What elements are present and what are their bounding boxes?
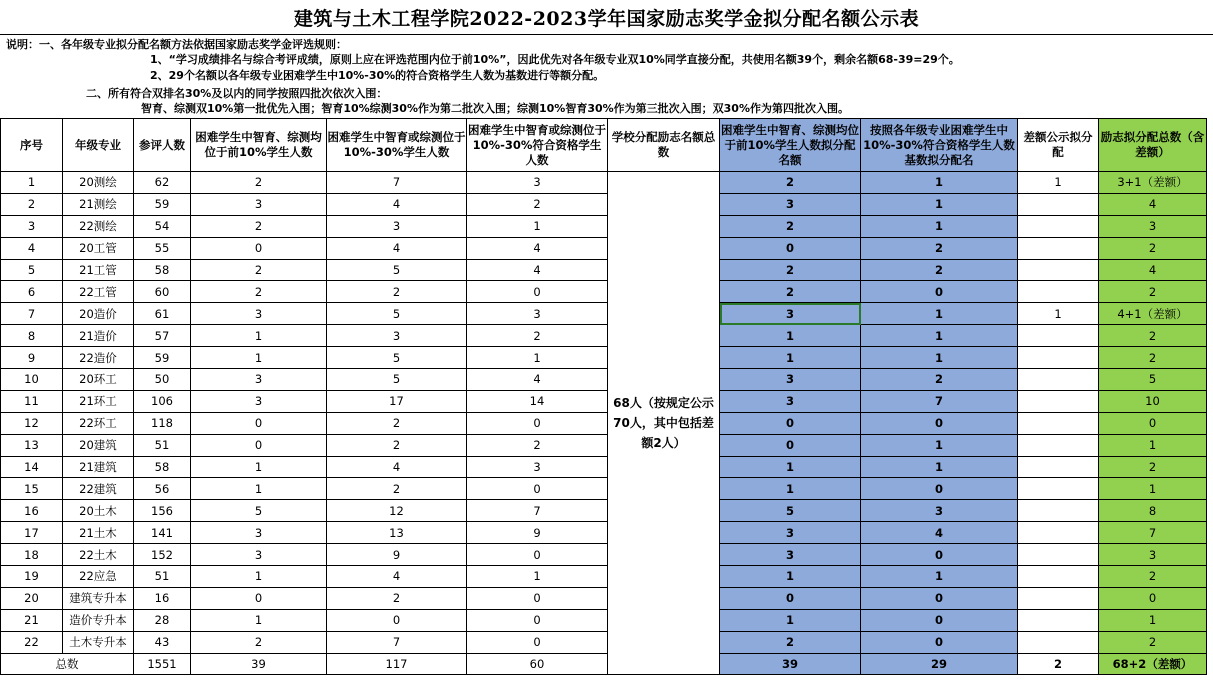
cell-total[interactable]: 2 [1099, 566, 1207, 588]
cell-alloc2[interactable]: 1 [861, 434, 1018, 456]
cell-diff[interactable] [1018, 522, 1099, 544]
cell-range1[interactable]: 2 [327, 478, 467, 500]
header-top10[interactable]: 困难学生中智育、综测均位于前10%学生人数 [191, 119, 327, 172]
cell-range1[interactable]: 12 [327, 500, 467, 522]
cell-count[interactable]: 62 [134, 172, 191, 194]
cell-diff[interactable] [1018, 281, 1099, 303]
cell-major[interactable]: 20环工 [63, 369, 134, 391]
cell-alloc1[interactable]: 0 [720, 412, 861, 434]
cell-alloc1[interactable]: 1 [720, 456, 861, 478]
cell-total[interactable]: 10 [1099, 390, 1207, 412]
note-line-2: 1、“学习成绩排名与综合考评成绩，原则上应在评选范围内位于前10%”，因此优先对各年级专业双10%同学直接分配，共使用名额39个，剩余名额68-39=29个。 [150, 53, 960, 66]
header-total[interactable]: 励志拟分配总数（含差额） [1099, 119, 1207, 172]
cell-diff[interactable] [1018, 456, 1099, 478]
cell-count[interactable]: 50 [134, 369, 191, 391]
cell-top10[interactable]: 3 [191, 544, 327, 566]
totals-range2[interactable]: 60 [467, 653, 608, 675]
cell-seq[interactable]: 21 [1, 609, 63, 631]
cell-alloc2[interactable]: 2 [861, 369, 1018, 391]
cell-count[interactable]: 156 [134, 500, 191, 522]
table-row [1, 609, 1207, 631]
cell-major[interactable]: 21造价 [63, 325, 134, 347]
cell-range2[interactable]: 1 [467, 566, 608, 588]
cell-top10[interactable]: 1 [191, 456, 327, 478]
cell-range2[interactable]: 3 [467, 172, 608, 194]
cell-top10[interactable]: 2 [191, 172, 327, 194]
cell-top10[interactable]: 0 [191, 237, 327, 259]
cell-diff[interactable] [1018, 237, 1099, 259]
cell-alloc1[interactable]: 3 [720, 303, 861, 325]
cell-alloc1[interactable]: 0 [720, 237, 861, 259]
cell-major[interactable]: 22工管 [63, 281, 134, 303]
table-row [1, 522, 1207, 544]
cell-alloc2[interactable]: 4 [861, 522, 1018, 544]
cell-range1[interactable]: 2 [327, 587, 467, 609]
cell-total[interactable]: 2 [1099, 347, 1207, 369]
table-row [1, 347, 1207, 369]
table-row [1, 631, 1207, 653]
cell-count[interactable]: 57 [134, 325, 191, 347]
cell-diff[interactable] [1018, 478, 1099, 500]
sheet-title: 建筑与土木工程学院2022-2023学年国家励志奖学金拟分配名额公示表 [0, 0, 1213, 35]
cell-seq[interactable]: 17 [1, 522, 63, 544]
cell-alloc1[interactable]: 2 [720, 172, 861, 194]
cell-alloc1[interactable]: 2 [720, 281, 861, 303]
cell-alloc1[interactable]: 0 [720, 434, 861, 456]
cell-count[interactable]: 59 [134, 347, 191, 369]
cell-alloc1[interactable]: 3 [720, 390, 861, 412]
cell-alloc1[interactable]: 5 [720, 500, 861, 522]
cell-diff[interactable] [1018, 631, 1099, 653]
cell-top10[interactable]: 3 [191, 303, 327, 325]
cell-major[interactable]: 建筑专升本 [63, 587, 134, 609]
cell-seq[interactable]: 5 [1, 259, 63, 281]
cell-top10[interactable]: 0 [191, 587, 327, 609]
cell-range1[interactable]: 4 [327, 566, 467, 588]
cell-major[interactable]: 22建筑 [63, 478, 134, 500]
cell-diff[interactable] [1018, 412, 1099, 434]
cell-seq[interactable]: 16 [1, 500, 63, 522]
cell-alloc2[interactable]: 7 [861, 390, 1018, 412]
cell-count[interactable]: 59 [134, 193, 191, 215]
cell-diff[interactable] [1018, 500, 1099, 522]
cell-count[interactable]: 58 [134, 259, 191, 281]
cell-major[interactable]: 20测绘 [63, 172, 134, 194]
cell-diff[interactable] [1018, 259, 1099, 281]
cell-seq[interactable]: 6 [1, 281, 63, 303]
cell-count[interactable]: 106 [134, 390, 191, 412]
totals-alloc1[interactable]: 39 [720, 653, 861, 675]
table-row [1, 303, 1207, 325]
cell-range1[interactable]: 9 [327, 544, 467, 566]
cell-range2[interactable]: 3 [467, 456, 608, 478]
cell-range2[interactable]: 3 [467, 303, 608, 325]
header-range1[interactable]: 困难学生中智育或综测位于10%-30%学生人数 [327, 119, 467, 172]
cell-total[interactable]: 2 [1099, 237, 1207, 259]
table-row [1, 259, 1207, 281]
cell-alloc2[interactable]: 2 [861, 259, 1018, 281]
cell-alloc1[interactable]: 2 [720, 631, 861, 653]
cell-seq[interactable]: 3 [1, 215, 63, 237]
cell-total[interactable]: 1 [1099, 609, 1207, 631]
cell-alloc1[interactable]: 3 [720, 193, 861, 215]
table-row [1, 369, 1207, 391]
cell-range2[interactable]: 0 [467, 478, 608, 500]
cell-alloc2[interactable]: 1 [861, 193, 1018, 215]
cell-total[interactable]: 3+1（差额） [1099, 172, 1207, 194]
cell-range2[interactable]: 14 [467, 390, 608, 412]
cell-seq[interactable]: 1 [1, 172, 63, 194]
cell-range2[interactable]: 2 [467, 325, 608, 347]
cell-alloc2[interactable]: 1 [861, 325, 1018, 347]
cell-top10[interactable]: 1 [191, 325, 327, 347]
cell-major[interactable]: 土木专升本 [63, 631, 134, 653]
cell-count[interactable]: 43 [134, 631, 191, 653]
cell-total[interactable]: 5 [1099, 369, 1207, 391]
cell-top10[interactable]: 2 [191, 259, 327, 281]
cell-diff[interactable] [1018, 347, 1099, 369]
cell-alloc1[interactable]: 3 [720, 544, 861, 566]
cell-major[interactable]: 20工管 [63, 237, 134, 259]
cell-major[interactable]: 造价专升本 [63, 609, 134, 631]
cell-total[interactable]: 3 [1099, 544, 1207, 566]
cell-total[interactable]: 0 [1099, 412, 1207, 434]
cell-alloc1[interactable]: 0 [720, 587, 861, 609]
cell-count[interactable]: 152 [134, 544, 191, 566]
table-row [1, 478, 1207, 500]
cell-diff[interactable] [1018, 609, 1099, 631]
cell-diff[interactable]: 1 [1018, 172, 1099, 194]
cell-count[interactable]: 55 [134, 237, 191, 259]
cell-top10[interactable]: 1 [191, 478, 327, 500]
cell-seq[interactable]: 18 [1, 544, 63, 566]
cell-range2[interactable]: 0 [467, 587, 608, 609]
cell-seq[interactable]: 7 [1, 303, 63, 325]
header-range2[interactable]: 困难学生中智育或综测位于10%-30%符合资格学生人数 [467, 119, 608, 172]
cell-total[interactable]: 7 [1099, 522, 1207, 544]
note-line-4: 二、所有符合双排名30%及以内的同学按照四批次依次入围： [86, 87, 388, 100]
cell-range2[interactable]: 9 [467, 522, 608, 544]
table-row [1, 215, 1207, 237]
cell-seq[interactable]: 20 [1, 587, 63, 609]
cell-major[interactable]: 21测绘 [63, 193, 134, 215]
cell-range1[interactable]: 13 [327, 522, 467, 544]
cell-range1[interactable]: 2 [327, 281, 467, 303]
totals-top10[interactable]: 39 [191, 653, 327, 675]
cell-alloc2[interactable]: 0 [861, 478, 1018, 500]
cell-alloc1[interactable]: 3 [720, 369, 861, 391]
cell-range1[interactable]: 0 [327, 609, 467, 631]
cell-range2[interactable]: 0 [467, 412, 608, 434]
cell-range1[interactable]: 17 [327, 390, 467, 412]
cell-top10[interactable]: 2 [191, 215, 327, 237]
cell-top10[interactable]: 3 [191, 390, 327, 412]
table-row [1, 390, 1207, 412]
cell-range1[interactable]: 4 [327, 456, 467, 478]
cell-alloc1[interactable]: 1 [720, 478, 861, 500]
cell-total[interactable]: 3 [1099, 215, 1207, 237]
cell-major[interactable]: 22应急 [63, 566, 134, 588]
cell-range1[interactable]: 7 [327, 631, 467, 653]
header-count[interactable]: 参评人数 [134, 119, 191, 172]
cell-count[interactable]: 16 [134, 587, 191, 609]
table-row [1, 172, 1207, 194]
cell-range2[interactable]: 0 [467, 544, 608, 566]
cell-alloc2[interactable]: 0 [861, 544, 1018, 566]
cell-alloc2[interactable]: 1 [861, 456, 1018, 478]
cell-range1[interactable]: 4 [327, 193, 467, 215]
cell-range1[interactable]: 2 [327, 412, 467, 434]
cell-range1[interactable]: 5 [327, 347, 467, 369]
cell-total[interactable]: 2 [1099, 325, 1207, 347]
cell-range2[interactable]: 0 [467, 631, 608, 653]
cell-major[interactable]: 21建筑 [63, 456, 134, 478]
cell-diff[interactable] [1018, 587, 1099, 609]
cell-total[interactable]: 4 [1099, 193, 1207, 215]
cell-count[interactable]: 51 [134, 434, 191, 456]
header-row [1, 119, 1207, 172]
cell-diff[interactable] [1018, 434, 1099, 456]
cell-seq[interactable]: 11 [1, 390, 63, 412]
cell-range2[interactable]: 4 [467, 237, 608, 259]
cell-major[interactable]: 21环工 [63, 390, 134, 412]
cell-top10[interactable]: 1 [191, 566, 327, 588]
cell-alloc1[interactable]: 1 [720, 609, 861, 631]
cell-top10[interactable]: 2 [191, 281, 327, 303]
cell-total[interactable]: 2 [1099, 631, 1207, 653]
cell-range2[interactable]: 1 [467, 347, 608, 369]
cell-diff[interactable]: 1 [1018, 303, 1099, 325]
cell-diff[interactable] [1018, 544, 1099, 566]
cell-count[interactable]: 58 [134, 456, 191, 478]
cell-seq[interactable]: 19 [1, 566, 63, 588]
table-row [1, 456, 1207, 478]
cell-alloc2[interactable]: 0 [861, 587, 1018, 609]
cell-count[interactable]: 60 [134, 281, 191, 303]
cell-range2[interactable]: 0 [467, 281, 608, 303]
cell-total[interactable]: 4+1（差额） [1099, 303, 1207, 325]
totals-count[interactable]: 1551 [134, 653, 191, 675]
header-alloc2[interactable]: 按照各年级专业困难学生中10%-30%符合资格学生人数基数拟分配名 [861, 119, 1018, 172]
cell-top10[interactable]: 1 [191, 609, 327, 631]
cell-major[interactable]: 22造价 [63, 347, 134, 369]
table-row [1, 566, 1207, 588]
table-row [1, 237, 1207, 259]
cell-diff[interactable] [1018, 193, 1099, 215]
cell-seq[interactable]: 12 [1, 412, 63, 434]
table-row [1, 544, 1207, 566]
cell-range2[interactable]: 4 [467, 259, 608, 281]
totals-range1[interactable]: 117 [327, 653, 467, 675]
cell-range1[interactable]: 7 [327, 172, 467, 194]
cell-alloc1[interactable]: 1 [720, 566, 861, 588]
cell-total[interactable]: 2 [1099, 456, 1207, 478]
cell-top10[interactable]: 3 [191, 193, 327, 215]
cell-alloc2[interactable]: 3 [861, 500, 1018, 522]
cell-count[interactable]: 54 [134, 215, 191, 237]
cell-top10[interactable]: 3 [191, 522, 327, 544]
cell-total[interactable]: 4 [1099, 259, 1207, 281]
cell-major[interactable]: 21工管 [63, 259, 134, 281]
cell-range1[interactable]: 3 [327, 325, 467, 347]
cell-school-total[interactable]: 68人（按规定公示70人，其中包括差额2人） [608, 172, 720, 675]
cell-alloc2[interactable]: 0 [861, 281, 1018, 303]
cell-alloc1[interactable]: 1 [720, 325, 861, 347]
cell-alloc2[interactable]: 0 [861, 412, 1018, 434]
header-seq[interactable]: 序号 [1, 119, 63, 172]
cell-range2[interactable]: 2 [467, 193, 608, 215]
cell-top10[interactable]: 5 [191, 500, 327, 522]
totals-diff[interactable]: 2 [1018, 653, 1099, 675]
cell-range2[interactable]: 7 [467, 500, 608, 522]
header-diff[interactable]: 差额公示拟分配 [1018, 119, 1099, 172]
cell-alloc2[interactable]: 1 [861, 172, 1018, 194]
cell-range1[interactable]: 5 [327, 369, 467, 391]
cell-alloc2[interactable]: 1 [861, 566, 1018, 588]
cell-seq[interactable]: 4 [1, 237, 63, 259]
cell-seq[interactable]: 15 [1, 478, 63, 500]
cell-alloc2[interactable]: 0 [861, 609, 1018, 631]
totals-label[interactable]: 总数 [1, 653, 134, 675]
cell-total[interactable]: 1 [1099, 434, 1207, 456]
table-row [1, 587, 1207, 609]
cell-alloc2[interactable]: 2 [861, 237, 1018, 259]
cell-seq[interactable]: 22 [1, 631, 63, 653]
cell-total[interactable]: 0 [1099, 587, 1207, 609]
cell-major[interactable]: 22测绘 [63, 215, 134, 237]
cell-diff[interactable] [1018, 566, 1099, 588]
cell-count[interactable]: 141 [134, 522, 191, 544]
cell-major[interactable]: 22环工 [63, 412, 134, 434]
cell-count[interactable]: 118 [134, 412, 191, 434]
cell-seq[interactable]: 13 [1, 434, 63, 456]
cell-range2[interactable]: 2 [467, 434, 608, 456]
cell-alloc2[interactable]: 1 [861, 347, 1018, 369]
notes-block [0, 35, 1213, 118]
header-alloc1[interactable]: 困难学生中智育、综测均位于前10%学生人数拟分配名额 [720, 119, 861, 172]
cell-alloc1[interactable]: 2 [720, 215, 861, 237]
cell-range2[interactable]: 4 [467, 369, 608, 391]
cell-seq[interactable]: 10 [1, 369, 63, 391]
cell-count[interactable]: 51 [134, 566, 191, 588]
cell-diff[interactable] [1018, 390, 1099, 412]
cell-top10[interactable]: 2 [191, 631, 327, 653]
cell-major[interactable]: 20土木 [63, 500, 134, 522]
note-line-1: 说明：一、各年级专业拟分配名额方法依据国家励志奖学金评选规则： [6, 38, 347, 51]
cell-major[interactable]: 20建筑 [63, 434, 134, 456]
note-line-5: 智育、综测双10%第一批优先入围；智育10%综测30%作为第二批次入围；综测10%智育30%作为第三批次入围；双30%作为第四批次入围。 [141, 102, 849, 115]
cell-range2[interactable]: 0 [467, 609, 608, 631]
cell-alloc1[interactable]: 3 [720, 522, 861, 544]
cell-seq[interactable]: 9 [1, 347, 63, 369]
cell-top10[interactable]: 0 [191, 434, 327, 456]
header-major[interactable]: 年级专业 [63, 119, 134, 172]
cell-total[interactable]: 1 [1099, 478, 1207, 500]
cell-total[interactable]: 2 [1099, 281, 1207, 303]
cell-count[interactable]: 56 [134, 478, 191, 500]
totals-alloc2[interactable]: 29 [861, 653, 1018, 675]
cell-diff[interactable] [1018, 215, 1099, 237]
header-school-total[interactable]: 学校分配励志名额总数 [608, 119, 720, 172]
cell-alloc1[interactable]: 1 [720, 347, 861, 369]
table-row [1, 500, 1207, 522]
cell-range1[interactable]: 3 [327, 215, 467, 237]
cell-major[interactable]: 22土木 [63, 544, 134, 566]
cell-major[interactable]: 21土木 [63, 522, 134, 544]
cell-diff[interactable] [1018, 325, 1099, 347]
cell-seq[interactable]: 8 [1, 325, 63, 347]
totals-total[interactable]: 68+2（差额） [1099, 653, 1207, 675]
cell-range1[interactable]: 5 [327, 259, 467, 281]
cell-alloc1[interactable]: 2 [720, 259, 861, 281]
cell-diff[interactable] [1018, 369, 1099, 391]
cell-top10[interactable]: 0 [191, 412, 327, 434]
cell-count[interactable]: 28 [134, 609, 191, 631]
note-line-3: 2、29个名额以各年级专业困难学生中10%-30%的符合资格学生人数为基数进行等额分配。 [150, 69, 605, 82]
table-row [1, 434, 1207, 456]
cell-top10[interactable]: 3 [191, 369, 327, 391]
cell-count[interactable]: 61 [134, 303, 191, 325]
cell-range1[interactable]: 2 [327, 434, 467, 456]
cell-alloc2[interactable]: 0 [861, 631, 1018, 653]
cell-total[interactable]: 8 [1099, 500, 1207, 522]
table-row [1, 281, 1207, 303]
cell-range1[interactable]: 4 [327, 237, 467, 259]
cell-major[interactable]: 20造价 [63, 303, 134, 325]
cell-seq[interactable]: 2 [1, 193, 63, 215]
cell-top10[interactable]: 1 [191, 347, 327, 369]
cell-alloc2[interactable]: 1 [861, 215, 1018, 237]
cell-range1[interactable]: 5 [327, 303, 467, 325]
table-row [1, 193, 1207, 215]
cell-range2[interactable]: 1 [467, 215, 608, 237]
cell-seq[interactable]: 14 [1, 456, 63, 478]
table-row [1, 412, 1207, 434]
totals-row [1, 653, 1207, 675]
cell-alloc2[interactable]: 1 [861, 303, 1018, 325]
allocation-table [0, 118, 1207, 675]
table-row [1, 325, 1207, 347]
